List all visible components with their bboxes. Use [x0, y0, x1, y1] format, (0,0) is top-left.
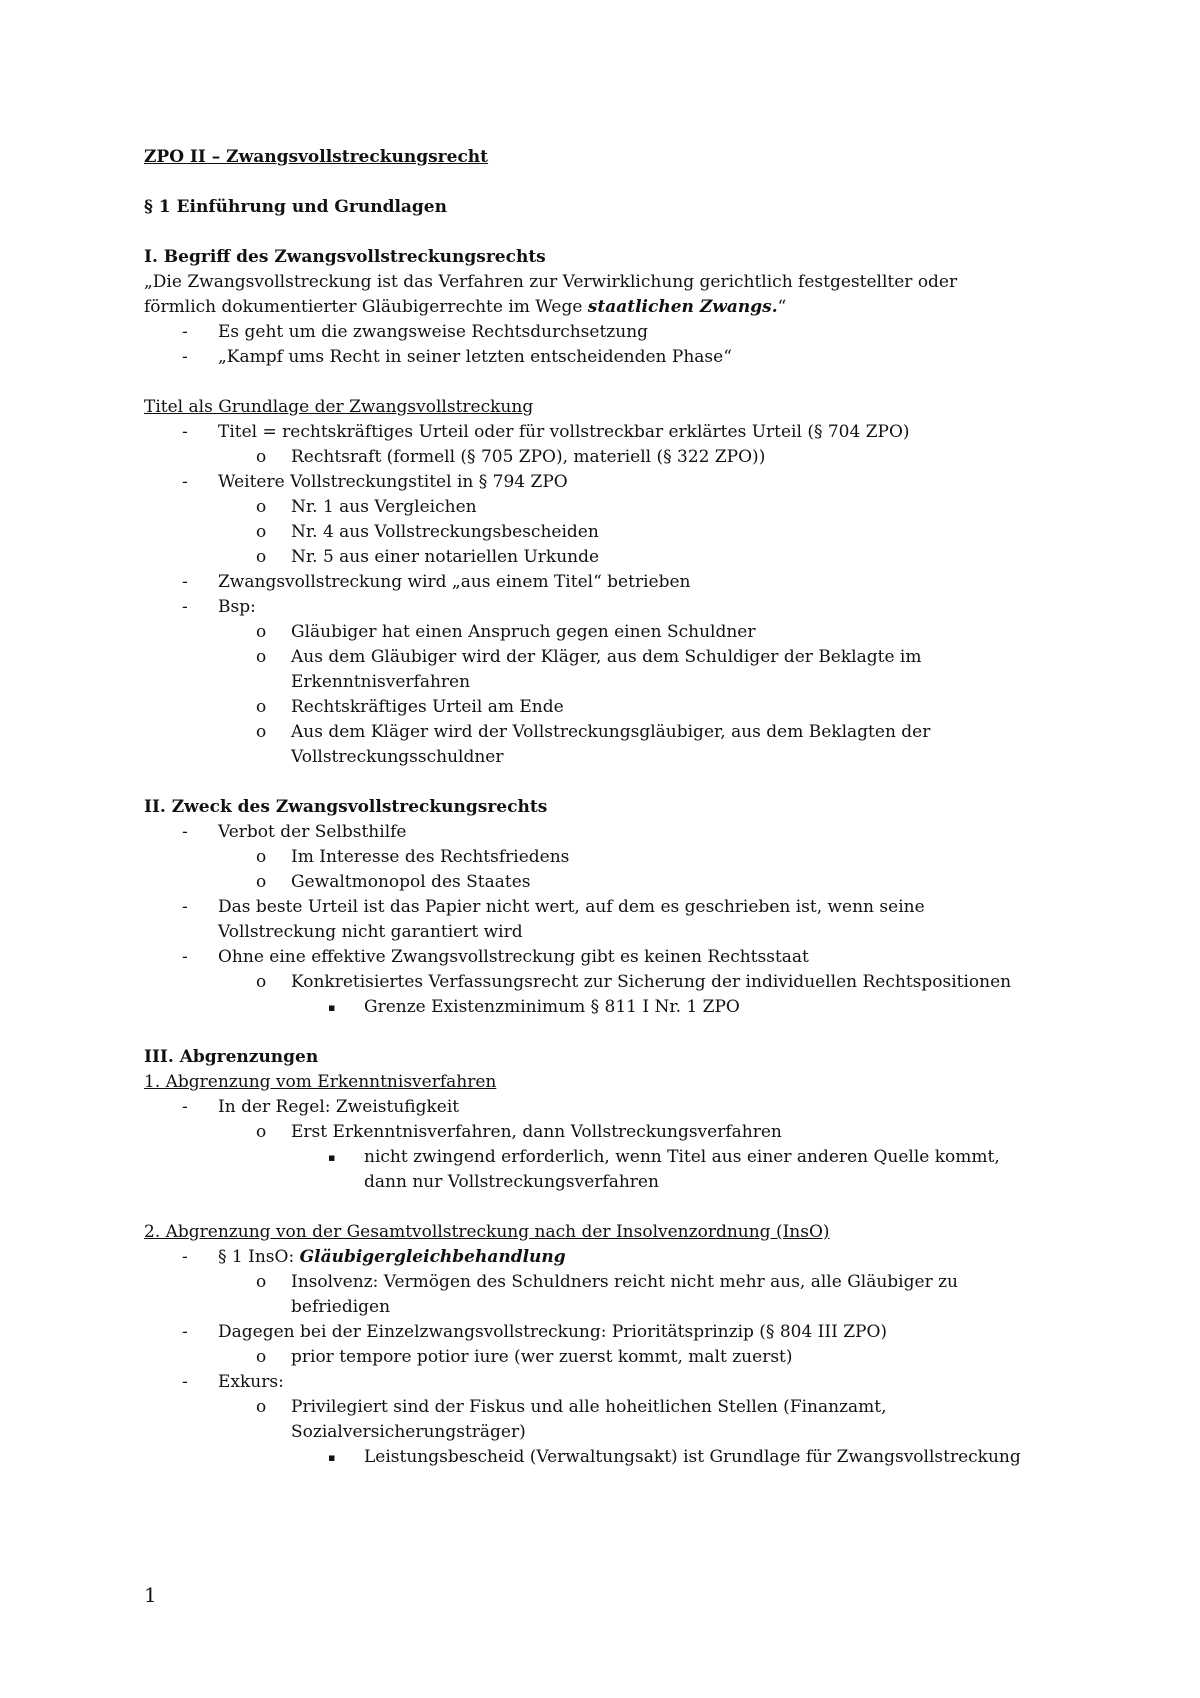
dash-bullet: -	[182, 1322, 188, 1342]
subsection-heading: I. Begriff des Zwangsvollstreckungsrechts	[144, 247, 546, 267]
list-item-continuation: Vollstreckung nicht garantiert wird	[218, 922, 523, 942]
list-item: ▪ nicht zwingend erforderlich, wenn Titel aus einer anderen Quelle kommt,	[144, 1145, 1064, 1170]
section-heading: § 1 Einführung und Grundlagen	[144, 197, 447, 217]
list-item: - In der Regel: Zweistufigkeit	[144, 1095, 1064, 1120]
dash-bullet: -	[182, 472, 188, 492]
emphasis-text: Gläubigergleichbehandlung	[299, 1247, 566, 1267]
subsection-heading: Titel als Grundlage der Zwangsvollstreckung	[144, 397, 534, 417]
list-item: o Nr. 5 aus einer notariellen Urkunde	[144, 545, 1064, 570]
list-item: - Bsp:	[144, 595, 1064, 620]
dash-bullet: -	[182, 1097, 188, 1117]
list-item: - Das beste Urteil ist das Papier nicht wert, auf dem es geschrieben ist, wenn seine	[144, 895, 1064, 920]
dash-bullet: -	[182, 572, 188, 592]
list-item: - Verbot der Selbsthilfe	[144, 820, 1064, 845]
subsection-heading: II. Zweck des Zwangsvollstreckungsrechts	[144, 797, 548, 817]
circle-bullet: o	[256, 447, 267, 467]
list-item-continuation: dann nur Vollstreckungsverfahren	[364, 1172, 659, 1192]
list-item: - Es geht um die zwangsweise Rechtsdurchsetzung	[144, 320, 1064, 345]
list-item: - Exkurs:	[144, 1370, 1064, 1395]
dash-bullet: -	[182, 947, 188, 967]
list-item: o Nr. 1 aus Vergleichen	[144, 495, 1064, 520]
list-item: o Rechtsraft (formell (§ 705 ZPO), materiell (§ 322 ZPO))	[144, 445, 1064, 470]
dash-bullet: -	[182, 597, 188, 617]
list-item-continuation: Erkenntnisverfahren	[291, 672, 471, 692]
dash-bullet: -	[182, 322, 188, 342]
subsubsection-heading: 1. Abgrenzung vom Erkenntnisverfahren	[144, 1072, 497, 1092]
list-item: ▪ Leistungsbescheid (Verwaltungsakt) ist Grundlage für Zwangsvollstreckung	[144, 1445, 1064, 1470]
list-item: o Privilegiert sind der Fiskus und alle hoheitlichen Stellen (Finanzamt,	[144, 1395, 1064, 1420]
list-item: o Konkretisiertes Verfassungsrecht zur Sicherung der individuellen Rechtspositionen	[144, 970, 1064, 995]
quote-line: „Die Zwangsvollstreckung ist das Verfahren zur Verwirklichung gerichtlich festgestellter oder	[144, 272, 958, 292]
square-bullet: ▪	[328, 1001, 336, 1014]
dash-bullet: -	[182, 422, 188, 442]
circle-bullet: o	[256, 847, 267, 867]
circle-bullet: o	[256, 722, 267, 742]
circle-bullet: o	[256, 1397, 267, 1417]
circle-bullet: o	[256, 522, 267, 542]
circle-bullet: o	[256, 1347, 267, 1367]
document-title: ZPO II – Zwangsvollstreckungsrecht	[144, 147, 489, 167]
dash-bullet: -	[182, 822, 188, 842]
list-item: o Aus dem Kläger wird der Vollstreckungsgläubiger, aus dem Beklagten der	[144, 720, 1064, 745]
list-item: - Ohne eine effektive Zwangsvollstreckung gibt es keinen Rechtsstaat	[144, 945, 1064, 970]
subsubsection-heading: 2. Abgrenzung von der Gesamtvollstreckung nach der Insolvenzordnung (InsO)	[144, 1222, 830, 1242]
list-item: - Titel = rechtskräftiges Urteil oder für vollstreckbar erklärtes Urteil (§ 704 ZPO)	[144, 420, 1064, 445]
list-item: o Gläubiger hat einen Anspruch gegen einen Schuldner	[144, 620, 1064, 645]
list-item: o Im Interesse des Rechtsfriedens	[144, 845, 1064, 870]
dash-bullet: -	[182, 897, 188, 917]
square-bullet: ▪	[328, 1451, 336, 1464]
circle-bullet: o	[256, 1272, 267, 1292]
dash-bullet: -	[182, 1372, 188, 1392]
list-item: o Rechtskräftiges Urteil am Ende	[144, 695, 1064, 720]
list-item-continuation: Vollstreckungsschuldner	[291, 747, 504, 767]
list-item: o Nr. 4 aus Vollstreckungsbescheiden	[144, 520, 1064, 545]
page-number: 1	[144, 1583, 157, 1607]
list-item: - § 1 InsO: Gläubigergleichbehandlung	[144, 1245, 1064, 1270]
circle-bullet: o	[256, 622, 267, 642]
list-item: - Zwangsvollstreckung wird „aus einem Titel“ betrieben	[144, 570, 1064, 595]
list-item: o Erst Erkenntnisverfahren, dann Vollstreckungsverfahren	[144, 1120, 1064, 1145]
list-item: o Insolvenz: Vermögen des Schuldners reicht nicht mehr aus, alle Gläubiger zu	[144, 1270, 1064, 1295]
list-item: - „Kampf ums Recht in seiner letzten entscheidenden Phase“	[144, 345, 1064, 370]
list-item: o Aus dem Gläubiger wird der Kläger, aus dem Schuldiger der Beklagte im	[144, 645, 1064, 670]
list-item: o prior tempore potior iure (wer zuerst kommt, malt zuerst)	[144, 1345, 1064, 1370]
list-item: - Dagegen bei der Einzelzwangsvollstreckung: Prioritätsprinzip (§ 804 III ZPO)	[144, 1320, 1064, 1345]
document-body	[144, 145, 1064, 1470]
subsection-heading: III. Abgrenzungen	[144, 1047, 319, 1067]
circle-bullet: o	[256, 1122, 267, 1142]
list-item: o Gewaltmonopol des Staates	[144, 870, 1064, 895]
circle-bullet: o	[256, 872, 267, 892]
list-item-continuation: befriedigen	[291, 1297, 391, 1317]
list-item: ▪ Grenze Existenzminimum § 811 I Nr. 1 ZPO	[144, 995, 1064, 1020]
list-item: - Weitere Vollstreckungstitel in § 794 ZPO	[144, 470, 1064, 495]
circle-bullet: o	[256, 547, 267, 567]
circle-bullet: o	[256, 647, 267, 667]
dash-bullet: -	[182, 347, 188, 367]
circle-bullet: o	[256, 972, 267, 992]
list-item-continuation: Sozialversicherungsträger)	[291, 1422, 526, 1442]
circle-bullet: o	[256, 497, 267, 517]
square-bullet: ▪	[328, 1151, 336, 1164]
dash-bullet: -	[182, 1247, 188, 1267]
circle-bullet: o	[256, 697, 267, 717]
quote-line: förmlich dokumentierter Gläubigerrechte im Wege staatlichen Zwangs.“	[144, 297, 787, 317]
emphasis-text: staatlichen Zwangs.	[587, 297, 778, 317]
